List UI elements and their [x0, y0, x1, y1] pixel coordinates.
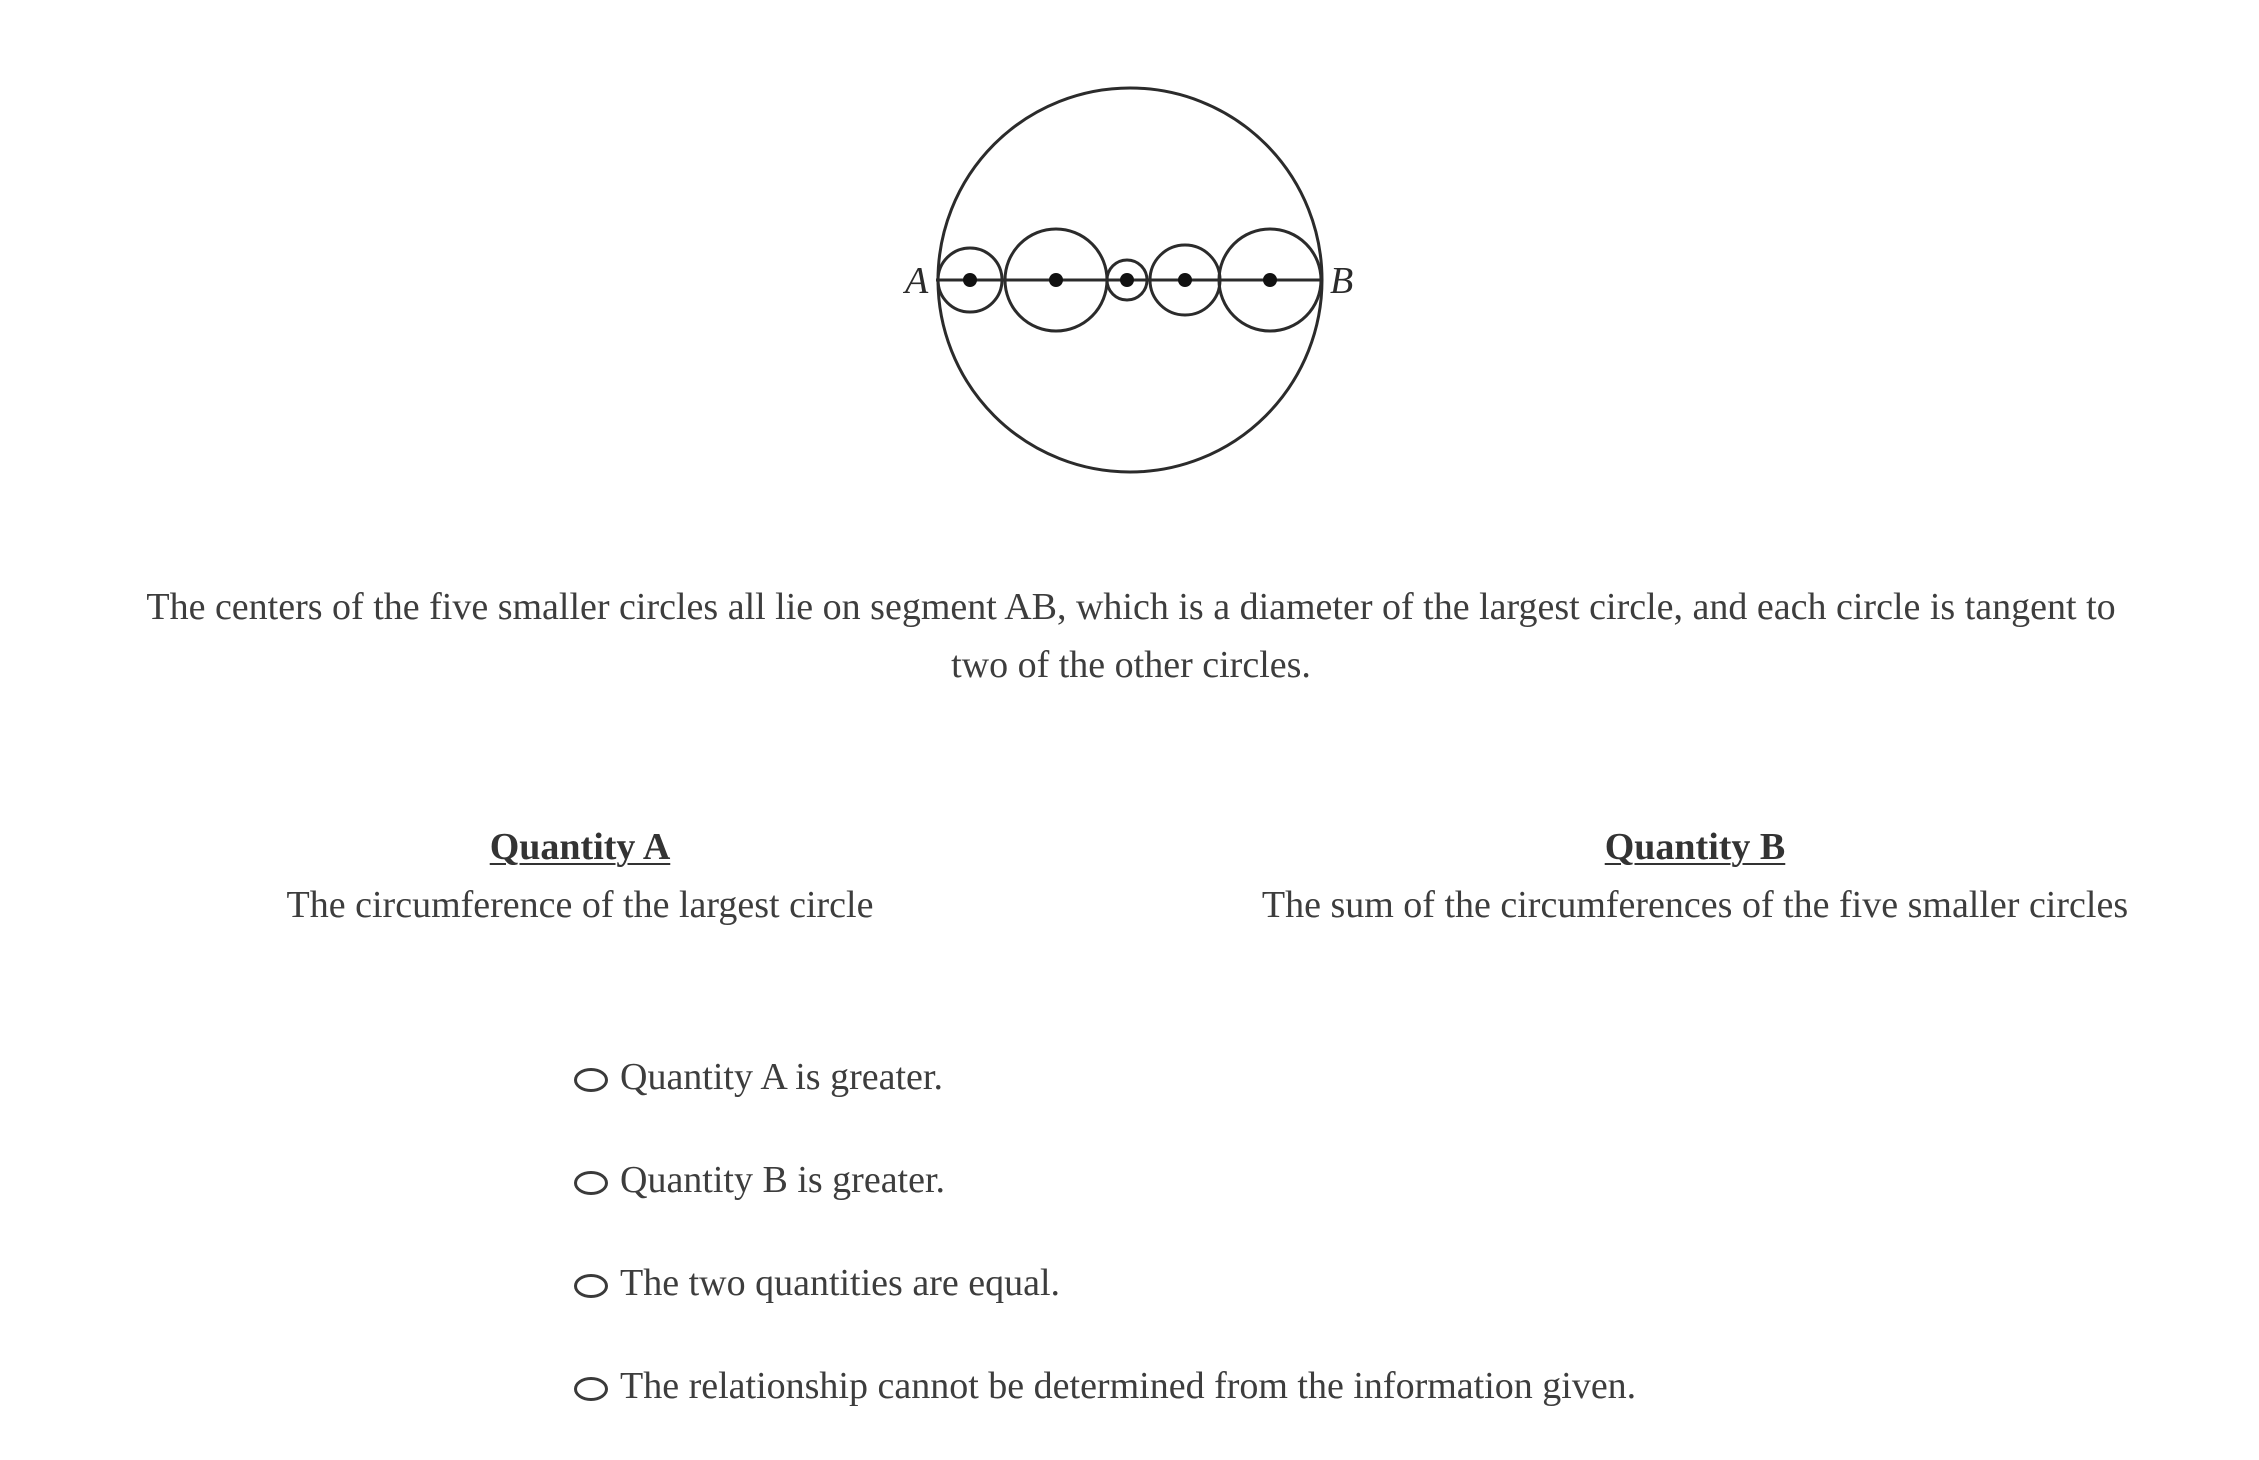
- quantity-b-text: The sum of the circumferences of the five smaller circles: [1261, 884, 2129, 926]
- center-dot-1: [963, 273, 977, 287]
- quantity-a-column: [160, 818, 1000, 934]
- choice-label: Quantity A is greater.: [620, 1056, 943, 1098]
- radio-button-icon[interactable]: [574, 1377, 608, 1401]
- center-dot-2: [1049, 273, 1063, 287]
- quantity-a-text: The circumference of the largest circle: [286, 884, 874, 926]
- center-dot-3: [1120, 273, 1134, 287]
- quantity-b-heading: Quantity B: [1604, 826, 1786, 868]
- quantity-a-heading: Quantity A: [489, 826, 671, 868]
- choice-label: The relationship cannot be determined from the information given.: [620, 1365, 1637, 1407]
- choice-quantity-b-greater[interactable]: [574, 1151, 1636, 1209]
- geometry-figure: [880, 70, 1380, 490]
- point-a-label: A: [905, 260, 929, 302]
- question-stem: The centers of the five smaller circles all lie on segment AB, which is a diameter of the largest circle, and each circle is tangent to two of the other circles.: [146, 586, 2116, 686]
- quantity-b-column: [1260, 818, 2130, 934]
- circles-diagram: [880, 70, 1380, 490]
- radio-button-icon[interactable]: [574, 1171, 608, 1195]
- radio-button-icon[interactable]: [574, 1274, 608, 1298]
- choice-quantities-equal[interactable]: [574, 1254, 1636, 1312]
- center-dot-4: [1178, 273, 1192, 287]
- choice-quantity-a-greater[interactable]: [574, 1048, 1636, 1106]
- radio-button-icon[interactable]: [574, 1068, 608, 1092]
- choice-label: Quantity B is greater.: [620, 1159, 946, 1201]
- center-dot-5: [1263, 273, 1277, 287]
- choice-cannot-be-determined[interactable]: [574, 1357, 1636, 1415]
- choice-label: The two quantities are equal.: [620, 1262, 1061, 1304]
- point-b-label: B: [1330, 260, 1354, 302]
- answer-choices: [574, 1048, 1636, 1460]
